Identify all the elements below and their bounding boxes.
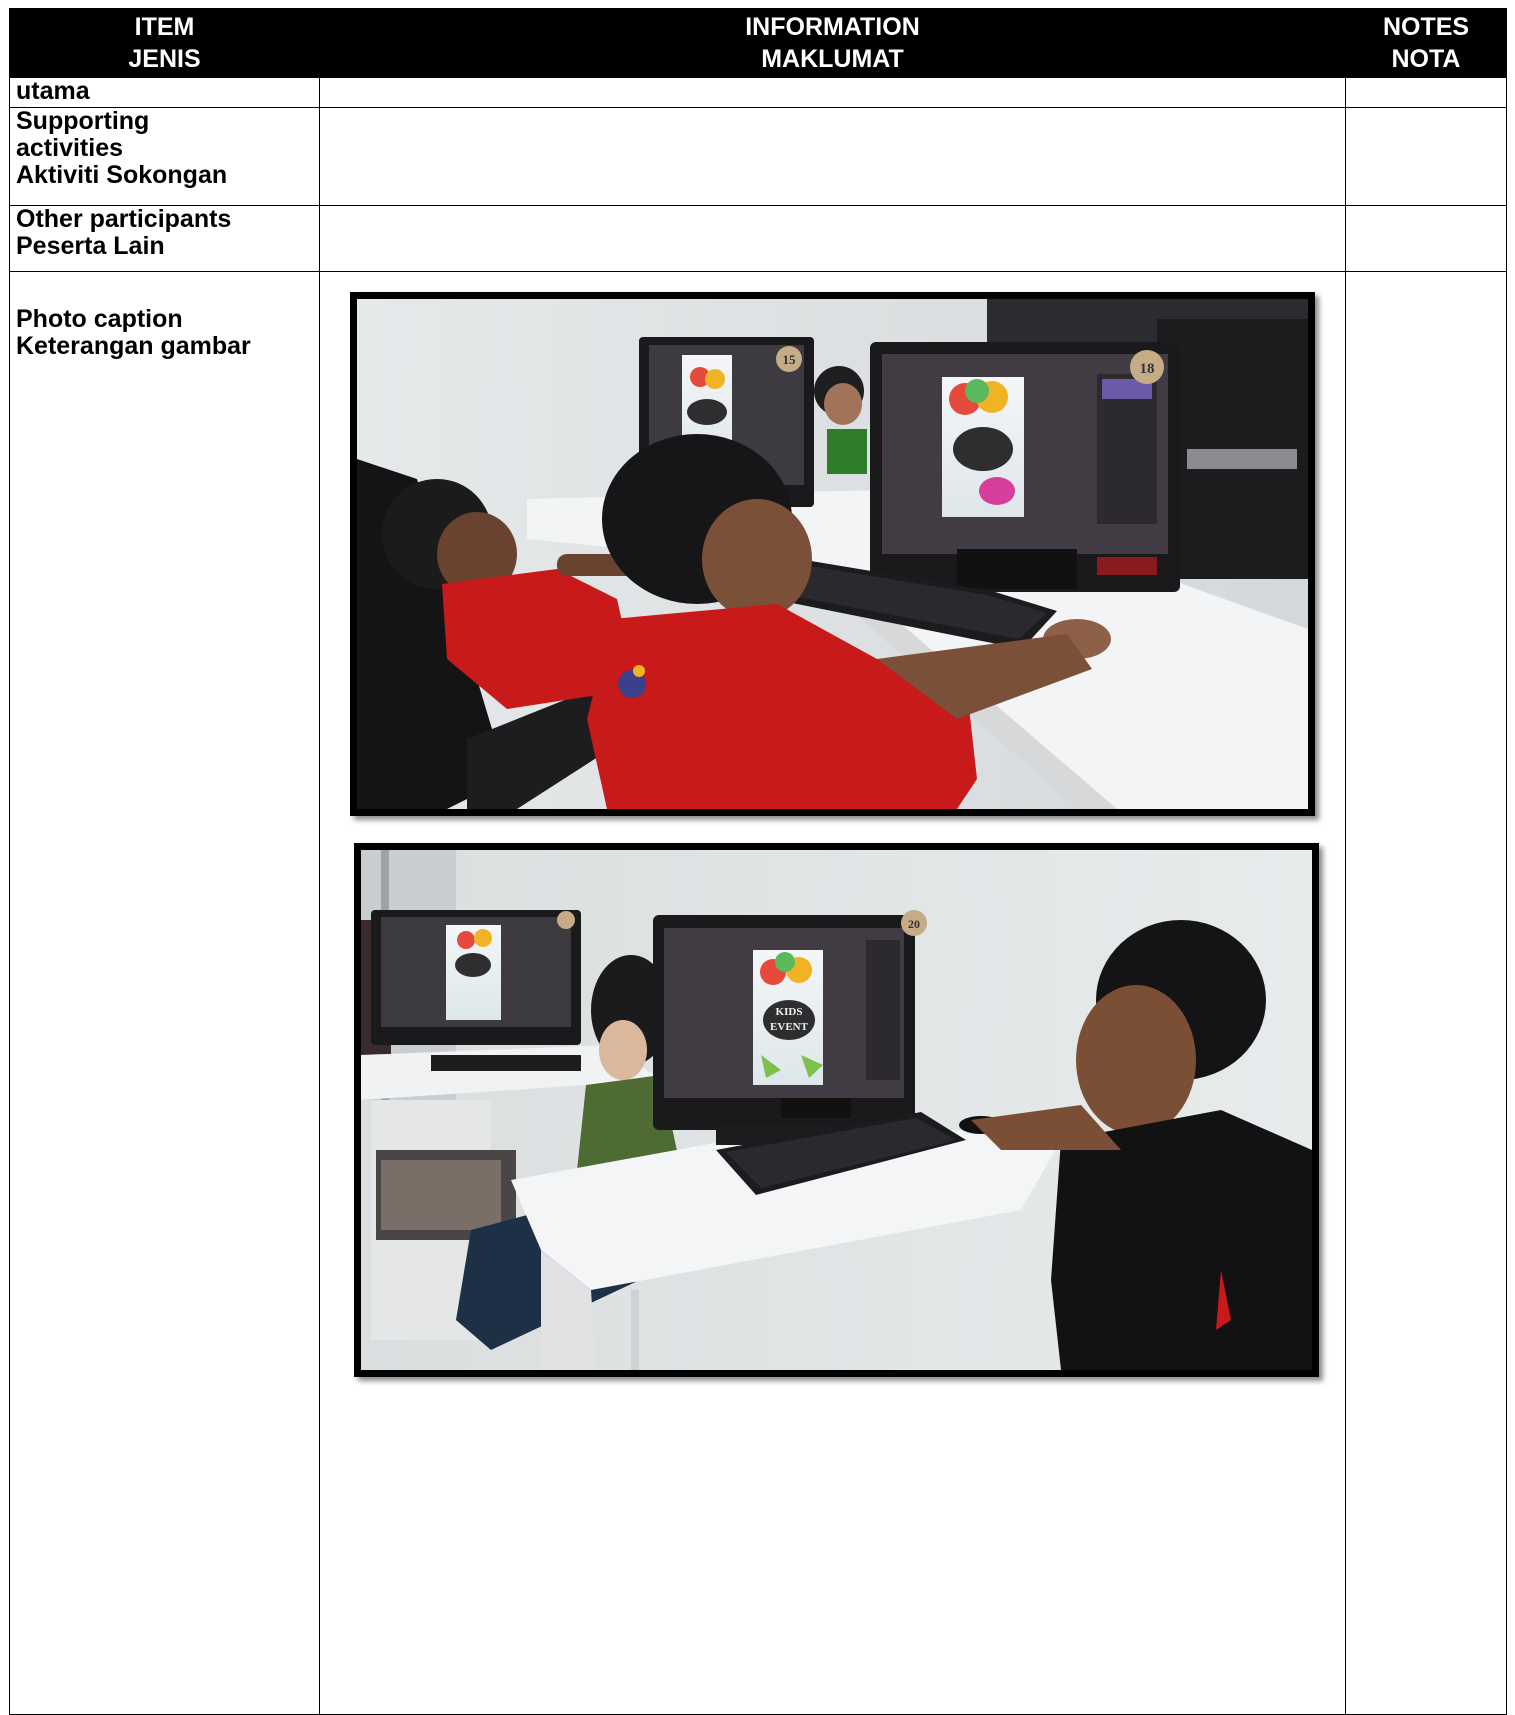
item-cell-utama (10, 78, 320, 108)
table-row (10, 272, 1507, 1715)
table-row (10, 108, 1507, 206)
header-item-en: ITEM (134, 13, 195, 41)
information-cell (320, 78, 1346, 108)
notes-cell (1346, 206, 1507, 272)
header-notes (1346, 9, 1507, 78)
screen-text-kids: KIDS (775, 1006, 803, 1018)
header-information-en: INFORMATION (745, 13, 920, 41)
report-table (9, 8, 1507, 1715)
item-cell-supporting-activities (10, 108, 320, 206)
item-label: Keterangan gambar (16, 332, 251, 360)
item-label: Peserta Lain (16, 232, 165, 260)
photo-information-cell (320, 272, 1346, 1715)
item-label: Other participants (16, 205, 232, 233)
item-label: Aktiviti Sokongan (16, 161, 228, 189)
table-row (10, 78, 1507, 108)
item-cell-photo-caption (10, 272, 320, 1715)
screen-text-event: EVENT (770, 1021, 808, 1033)
item-label: Photo caption (16, 305, 183, 333)
table-row (10, 206, 1507, 272)
item-cell-other-participants (10, 206, 320, 272)
item-label: Supporting (16, 107, 150, 135)
station-tag-18-label: 18 (1139, 361, 1155, 377)
notes-cell (1346, 272, 1507, 1715)
station-tag-15-label: 15 (782, 352, 796, 367)
activity-photo-2 (354, 843, 1319, 1377)
information-cell (320, 206, 1346, 272)
photo-2-image (361, 850, 1312, 1370)
header-notes-ms: NOTA (1391, 45, 1461, 73)
item-label: activities (16, 134, 124, 162)
station-tag-20-label: 20 (908, 917, 920, 931)
header-row (10, 9, 1507, 78)
photo-1-image (357, 299, 1308, 809)
notes-cell (1346, 78, 1507, 108)
activity-photo-1 (350, 292, 1315, 816)
header-information-ms: MAKLUMAT (761, 45, 904, 73)
header-item (10, 9, 320, 78)
header-information (320, 9, 1346, 78)
information-cell (320, 108, 1346, 206)
header-item-ms: JENIS (128, 45, 201, 73)
notes-cell (1346, 108, 1507, 206)
item-label: utama (16, 77, 90, 105)
header-notes-en: NOTES (1382, 13, 1470, 41)
